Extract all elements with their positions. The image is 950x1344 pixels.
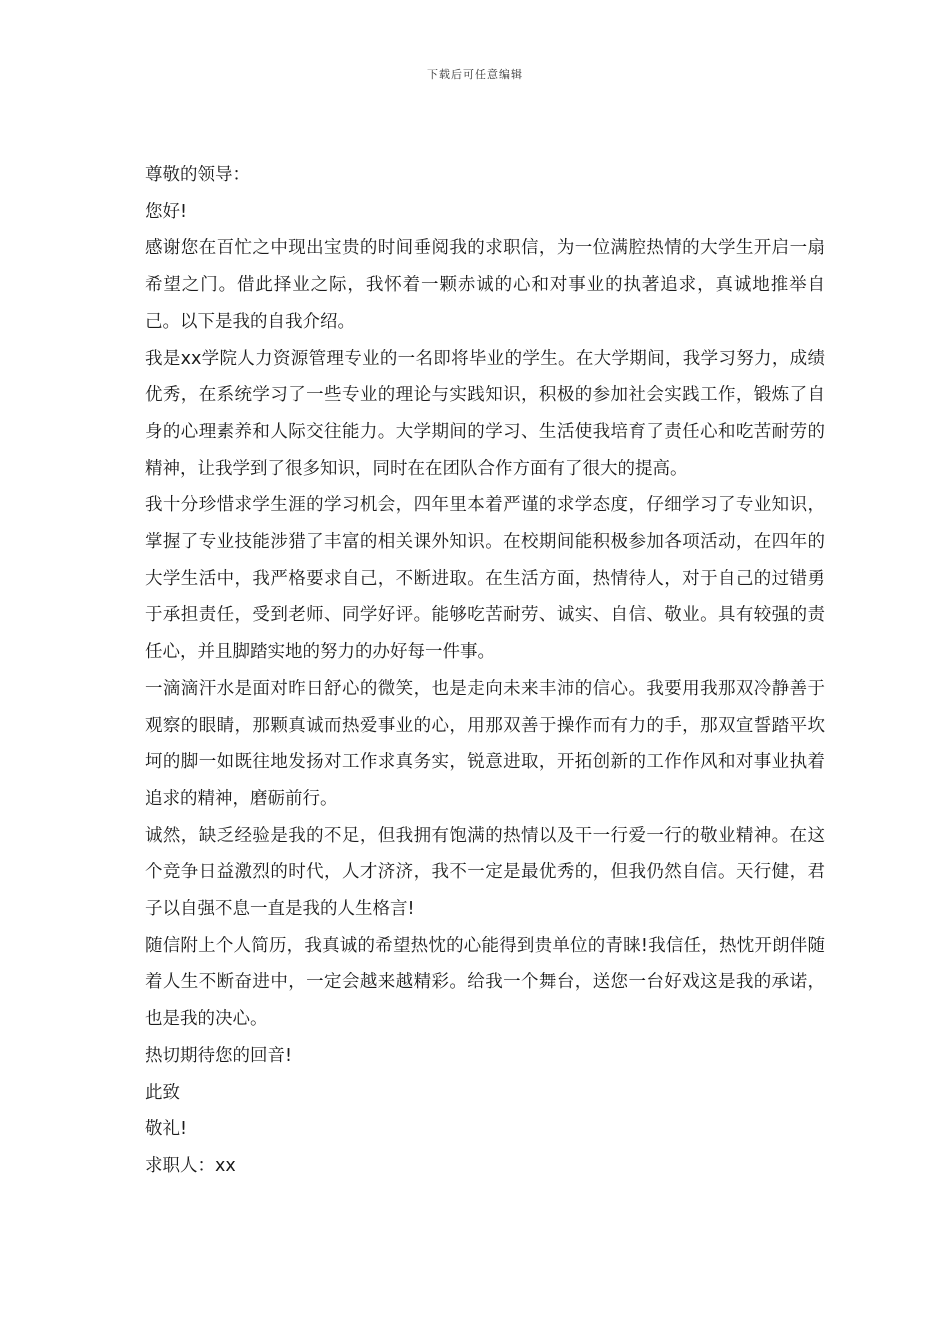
paragraph-self-assessment: 诚然，缺乏经验是我的不足，但我拥有饱满的热情以及干一行爱一行的敬业精神。在这个竞争日益激烈的时代，人才济济，我不一定是最优秀的，但我仍然自信。天行健，君子以自强不息一直是我的人生格言!	[145, 825, 825, 920]
header-note: 下载后可任意编辑	[427, 68, 523, 81]
closing-line-1: 此致	[145, 1082, 180, 1103]
greeting: 您好!	[145, 201, 188, 222]
paragraph-resume: 随信附上个人简历，我真诚的希望热忱的心能得到贵单位的青睐!我信任，热忱开朗伴随着人生不断奋进中，一定会越来越精彩。给我一个舞台，送您一台好戏这是我的承诺，也是我的决心。	[145, 935, 825, 1030]
closing-line-2: 敬礼!	[145, 1119, 188, 1140]
paragraph-introduction: 我是xx学院人力资源管理专业的一名即将毕业的学生。在大学期间，我学习努力，成绩优秀，在系统学习了一些专业的理论与实践知识，积极的参加社会实践工作，锻炼了自身的心理素养和人际交往能力。大学期间的学习、生活使我培育了责任心和吃苦耐劳的精神，让我学到了很多知识，同时在在团队合作方面有了很大的提高。	[145, 348, 825, 479]
letter-body	[145, 157, 825, 1185]
paragraph-aspiration: 一滴滴汗水是面对昨日舒心的微笑，也是走向未来丰沛的信心。我要用我那双冷静善于观察的眼睛，那颗真诚而热爱事业的心，用那双善于操作而有力的手，那双宣誓踏平坎坷的脚一如既往地发扬对工作求真务实，锐意进取，开拓创新的工作作风和对事业执着追求的精神，磨砺前行。	[145, 678, 825, 809]
closing-expectation: 热切期待您的回音!	[145, 1045, 293, 1066]
paragraph-gratitude: 感谢您在百忙之中现出宝贵的时间垂阅我的求职信，为一位满腔热情的大学生开启一扇希望之门。借此择业之际，我怀着一颗赤诚的心和对事业的执著追求，真诚地推举自己。以下是我的自我介绍。	[145, 238, 825, 332]
salutation: 尊敬的领导：	[145, 165, 250, 185]
paragraph-study: 我十分珍惜求学生涯的学习机会，四年里本着严谨的求学态度，仔细学习了专业知识，掌握了专业技能涉猎了丰富的相关课外知识。在校期间能积极参加各项活动，在四年的大学生活中，我严格要求自己，不断进取。在生活方面，热情待人，对于自己的过错勇于承担责任，受到老师、同学好评。能够吃苦耐劳、诚实、自信、敬业。具有较强的责任心，并且脚踏实地的努力的办好每一件事。	[145, 495, 825, 663]
signature: 求职人：xx	[145, 1155, 236, 1176]
